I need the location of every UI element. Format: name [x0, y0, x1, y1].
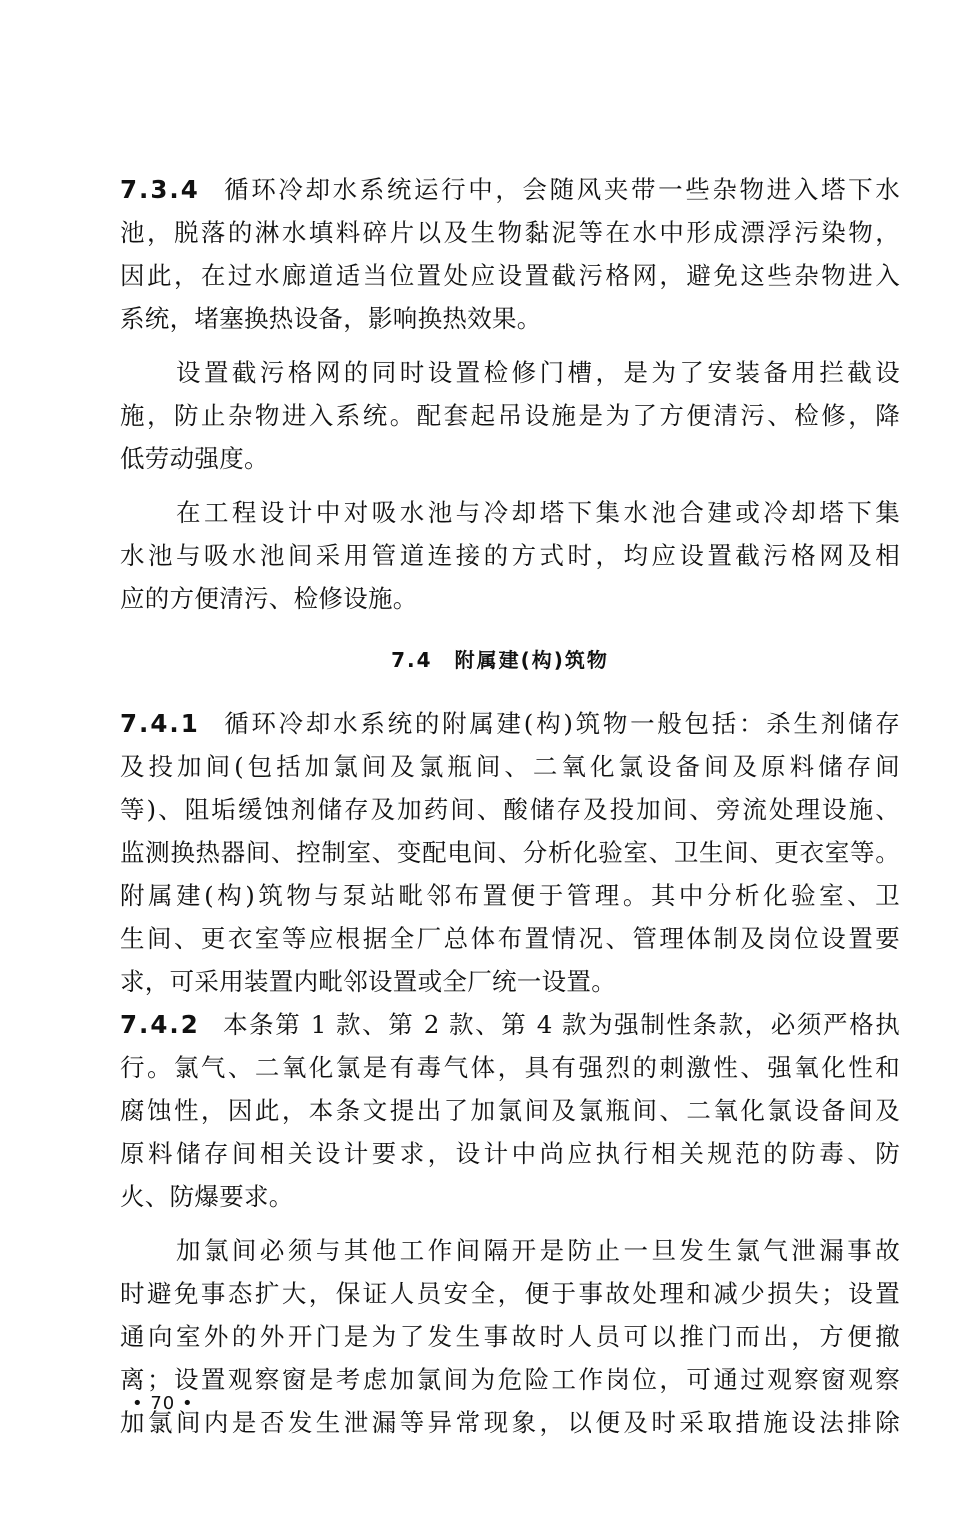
- page-body: [120, 168, 900, 1444]
- text-line: 设置截污格网的同时设置检修门槽，是为了安装备用拦截设: [176, 358, 900, 387]
- text-line: 因此，在过水廊道适当位置处应设置截污格网，避免这些杂物进入: [120, 261, 900, 290]
- text-line: 附属建(构)筑物与泵站毗邻布置便于管理。其中分析化验室、卫: [120, 881, 900, 910]
- clause-number: 7.4.2: [120, 1010, 200, 1039]
- text-line: 在工程设计中对吸水池与冷却塔下集水池合建或冷却塔下集: [176, 498, 900, 527]
- text-line: 行。氯气、二氧化氯是有毒气体，具有强烈的刺激性、强氧化性和: [120, 1053, 900, 1082]
- text-line: 通向室外的外开门是为了发生事故时人员可以推门而出，方便撤: [120, 1322, 900, 1351]
- text-line: 原料储存间相关设计要求，设计中尚应执行相关规范的防毒、防: [120, 1139, 900, 1168]
- text-line: 池，脱落的淋水填料碎片以及生物黏泥等在水中形成漂浮污染物，: [120, 218, 900, 247]
- text-line: 7.4.1 循环冷却水系统的附属建(构)筑物一般包括：杀生剂储存: [120, 709, 900, 738]
- text-line: 求，可采用装置内毗邻设置或全厂统一设置。: [120, 967, 616, 996]
- page-number: • 70 •: [132, 1393, 194, 1414]
- text-line: 离；设置观察窗是考虑加氯间为危险工作岗位，可通过观察窗观察: [120, 1365, 900, 1394]
- text-line: 加氯间内是否发生泄漏等异常现象，以便及时采取措施设法排除: [120, 1408, 900, 1437]
- text-line: 7.3.4 循环冷却水系统运行中，会随风夹带一些杂物进入塔下水: [120, 175, 900, 204]
- text-line: 水池与吸水池间采用管道连接的方式时，均应设置截污格网及相: [120, 541, 900, 570]
- text-line: 及投加间(包括加氯间及氯瓶间、二氧化氯设备间及原料储存间: [120, 752, 900, 781]
- clause-number: 7.3.4: [120, 175, 200, 204]
- text-line: 7.4.2 本条第 1 款、第 2 款、第 4 款为强制性条款，必须严格执: [120, 1010, 900, 1039]
- text-line: 等)、阻垢缓蚀剂储存及加药间、酸储存及投加间、旁流处理设施、: [120, 795, 900, 824]
- text-line: 火、防爆要求。: [120, 1182, 294, 1211]
- text-line: 生间、更衣室等应根据全厂总体布置情况、管理体制及岗位设置要: [120, 924, 900, 953]
- section-7-4-1: [120, 702, 900, 1003]
- clause-number: 7.4.1: [120, 709, 200, 738]
- section-7-3-4: [120, 168, 900, 620]
- section-number: 7.4: [391, 648, 433, 672]
- text-line: 时避免事态扩大，保证人员安全，便于事故处理和减少损失；设置: [120, 1279, 900, 1308]
- text-line: 腐蚀性，因此，本条文提出了加氯间及氯瓶间、二氧化氯设备间及: [120, 1096, 900, 1125]
- text-line: 施，防止杂物进入系统。配套起吊设施是为了方便清污、检修，降: [120, 401, 900, 430]
- section-heading: [120, 640, 900, 680]
- text-line: 低劳动强度。: [120, 444, 269, 473]
- text-line: 监测换热器间、控制室、变配电间、分析化验室、卫生间、更衣室等。: [120, 838, 900, 867]
- text-line: 加氯间必须与其他工作间隔开是防止一旦发生氯气泄漏事故: [176, 1236, 900, 1265]
- section-title: 附属建(构)筑物: [454, 648, 609, 672]
- text-line: 应的方便清污、检修设施。: [120, 584, 418, 613]
- section-7-4-2: [120, 1003, 900, 1444]
- text-line: 系统，堵塞换热设备，影响换热效果。: [120, 304, 542, 333]
